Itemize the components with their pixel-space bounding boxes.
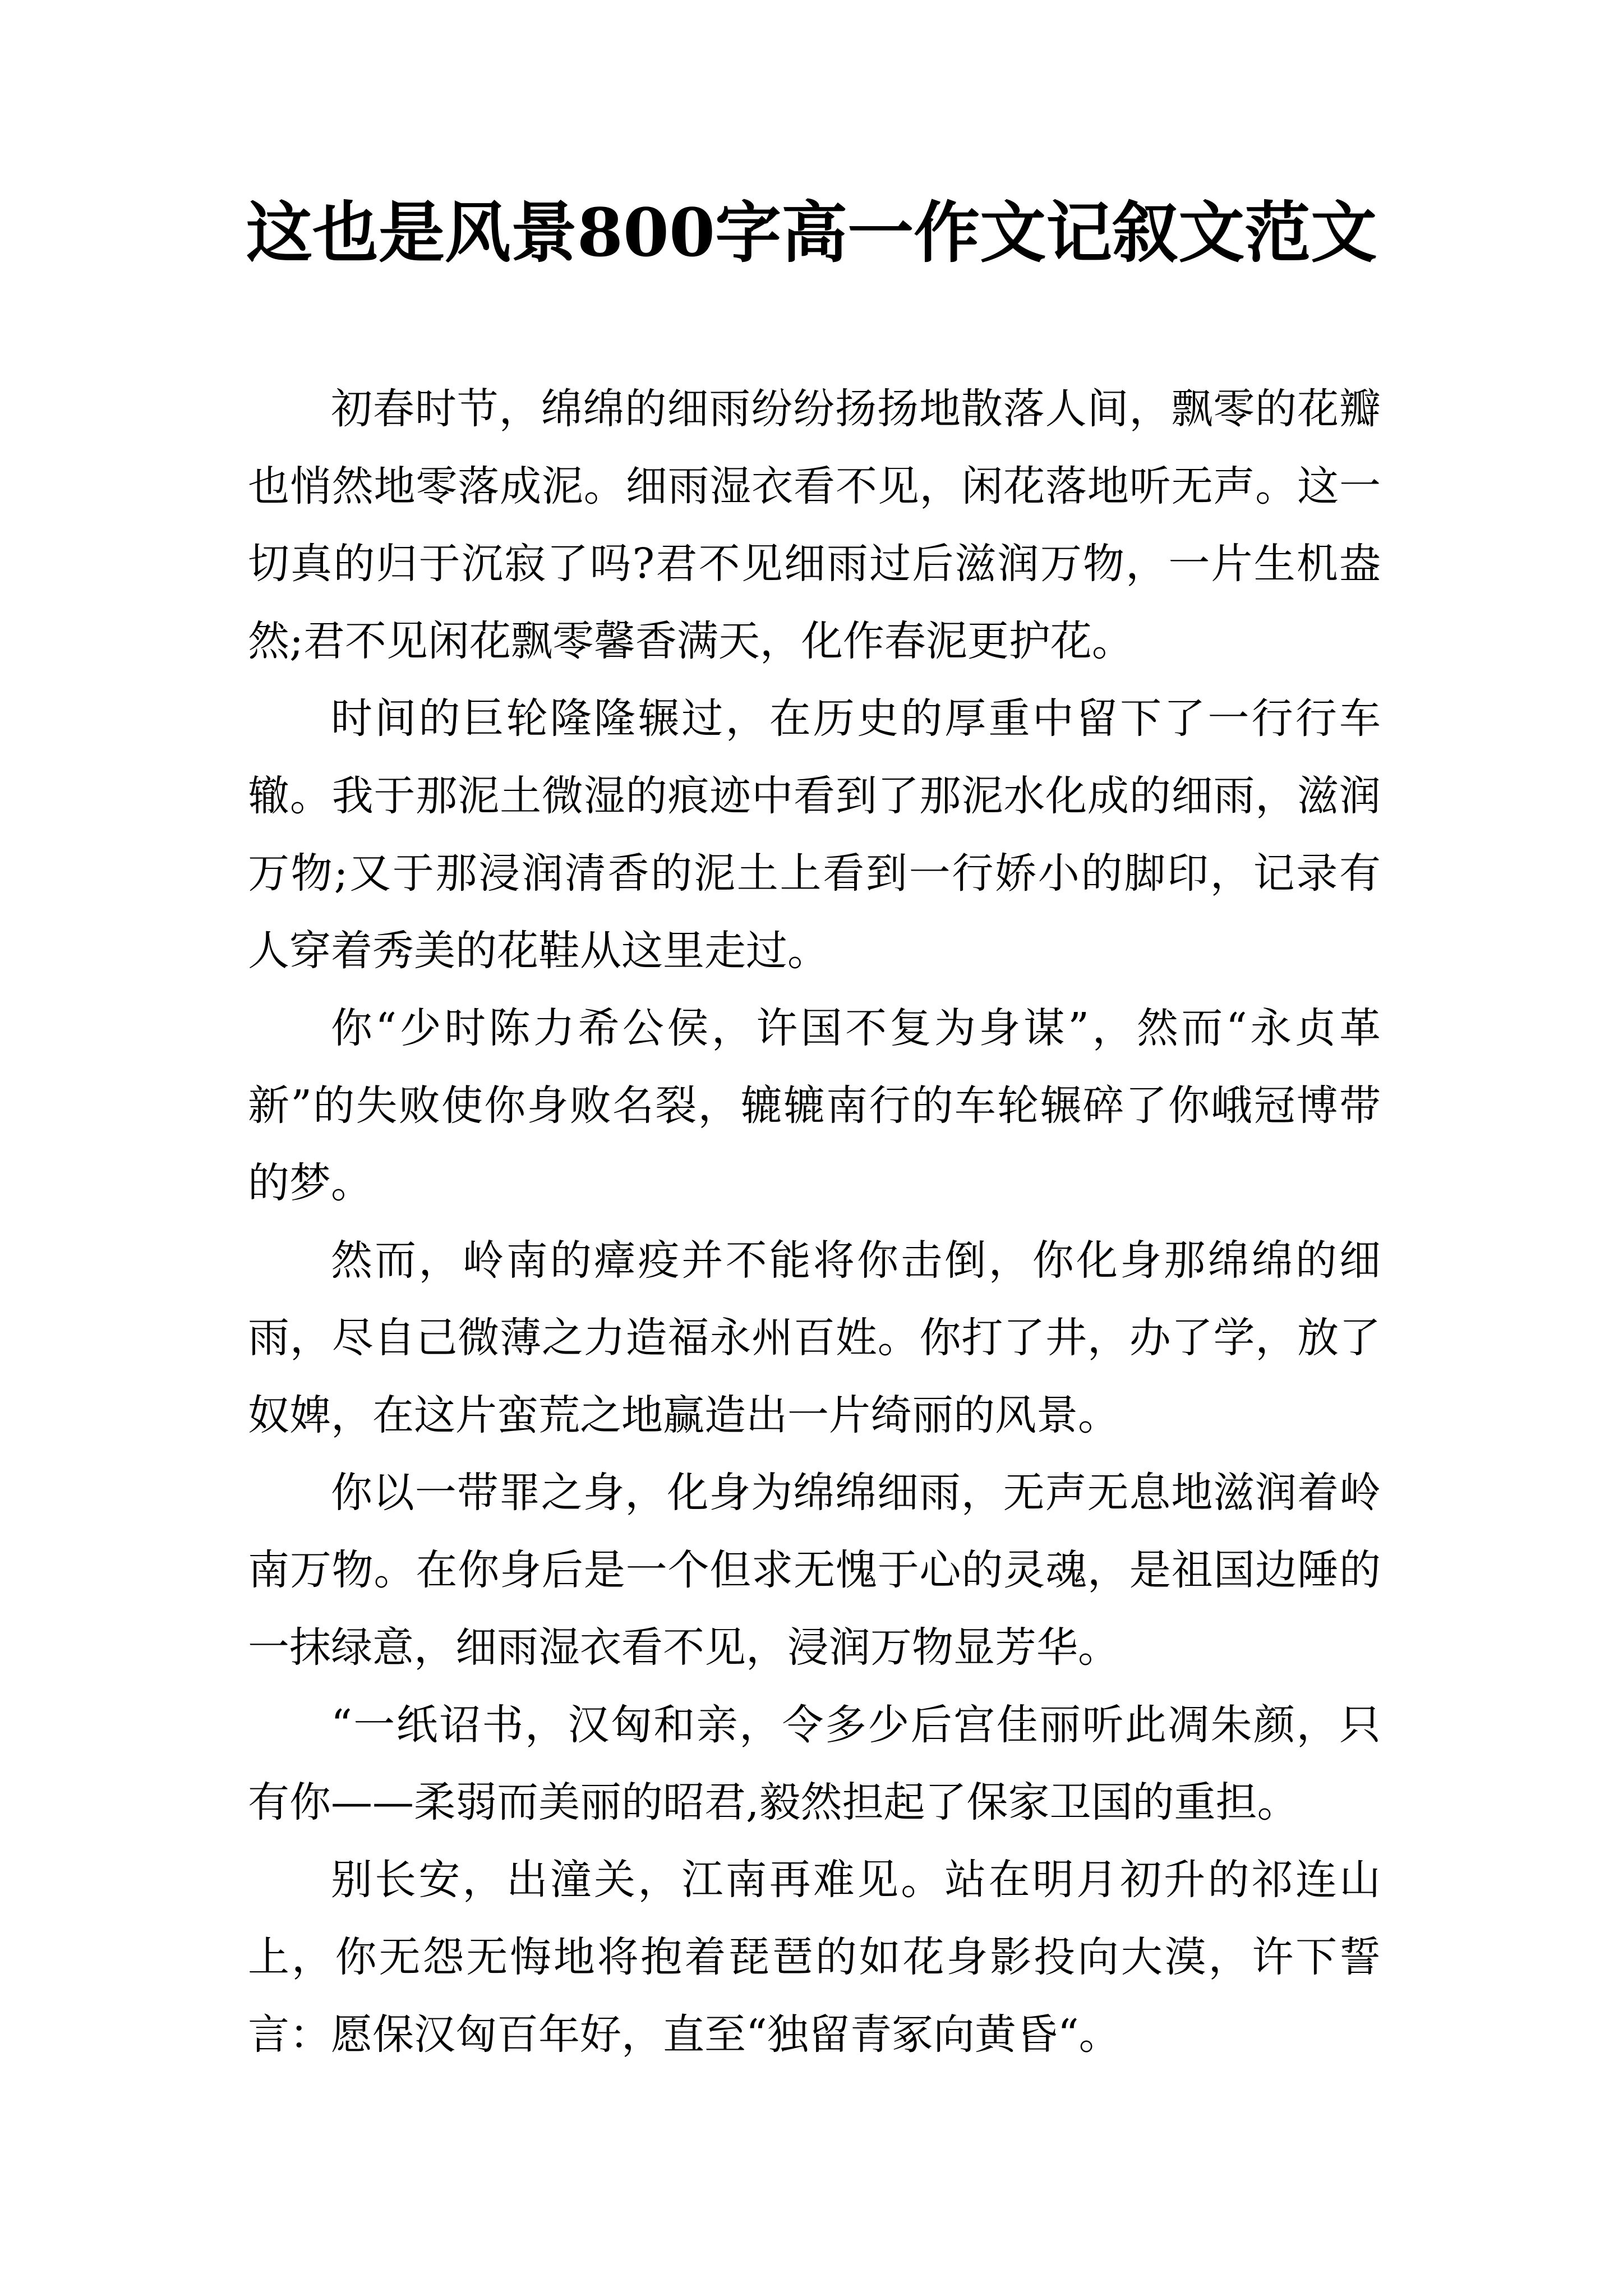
document-title: 这也是风景800字高一作文记叙文范文 <box>246 194 1377 272</box>
paragraph: “一纸诏书，汉匈和亲，令多少后宫佳丽听此凋朱颜，只有你——柔弱而美丽的昭君,毅然担起了保家卫国的重担。 <box>248 1701 1381 1826</box>
paragraph: 别长安，出潼关，江南再难见。站在明月初升的祁连山上，你无怨无悔地将抱着琵琶的如花身影投向大漠，许下誓言：愿保汉匈百年好，直至“独留青冢向黄昏“。 <box>248 1856 1381 2059</box>
paragraph: 时间的巨轮隆隆辗过，在历史的厚重中留下了一行行车辙。我于那泥土微湿的痕迹中看到了那泥水化成的细雨，滋润万物;又于那浸润清香的泥土上看到一行娇小的脚印，记录有人穿着秀美的花鞋从这里走过。 <box>248 694 1381 975</box>
paragraph: 然而，岭南的瘴疫并不能将你击倒，你化身那绵绵的细雨，尽自己微薄之力造福永州百姓。你打了井，办了学，放了奴婢，在这片蛮荒之地赢造出一片绮丽的风景。 <box>248 1236 1381 1439</box>
paragraph: 初春时节，绵绵的细雨纷纷扬扬地散落人间，飘零的花瓣也悄然地零落成泥。细雨湿衣看不见，闲花落地听无声。这一切真的归于沉寂了吗?君不见细雨过后滋润万物，一片生机盎然;君不见闲花飘零馨香满天，化作春泥更护花。 <box>248 385 1381 665</box>
document-body <box>248 370 1381 2073</box>
paragraph: 你“少时陈力希公侯，许国不复为身谋”，然而“永贞革新”的失败使你身败名裂，辘辘南行的车轮辗碎了你峨冠博带的梦。 <box>248 1004 1381 1207</box>
paragraph: 你以一带罪之身，化身为绵绵细雨，无声无息地滋润着岭南万物。在你身后是一个但求无愧于心的灵魂，是祖国边陲的一抹绿意，细雨湿衣看不见，浸润万物显芳华。 <box>248 1469 1381 1672</box>
